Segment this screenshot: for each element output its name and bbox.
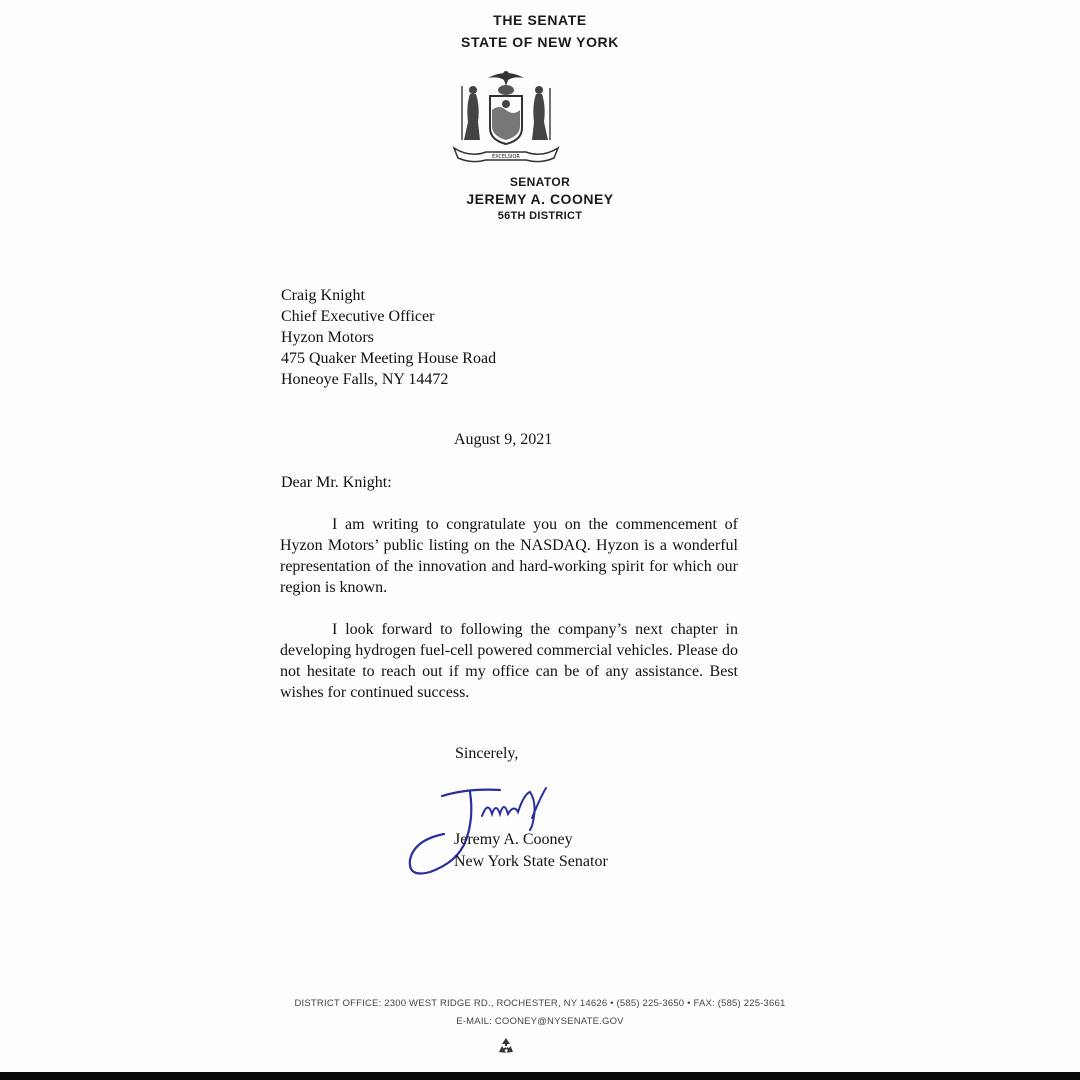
ny-state-seal-icon xyxy=(450,66,562,170)
recipient-address xyxy=(281,285,496,390)
senator-name: JEREMY A. COONEY xyxy=(466,191,614,207)
seal-motto: EXCELSIOR xyxy=(492,154,520,160)
recipient-title: Chief Executive Officer xyxy=(281,308,435,325)
letterhead-senate: THE SENATE xyxy=(493,12,587,28)
senator-district: 56TH DISTRICT xyxy=(497,210,583,222)
senator-title: SENATOR xyxy=(509,175,571,189)
bottom-border xyxy=(0,1072,1080,1080)
letter-date: August 9, 2021 xyxy=(454,431,553,448)
recycle-icon xyxy=(496,1036,516,1056)
body-paragraph-2: I look forward to following the company’s next chapter in developing hydrogen fuel-cell powered commercial vehicles. Please do not hesitate to reach out if my office can be of any assistance. Best wishes for continued success. xyxy=(280,621,738,701)
recipient-city: Honeoye Falls, NY 14472 xyxy=(281,371,449,388)
footer-office: DISTRICT OFFICE: 2300 WEST RIDGE RD., ROCHESTER, NY 14626 • (585) 225-3650 • FAX: (585) 225-3661 xyxy=(294,998,786,1009)
recipient-name: Craig Knight xyxy=(281,287,365,304)
closing: Sincerely, xyxy=(455,745,519,762)
signer-title: New York State Senator xyxy=(454,853,608,870)
recipient-street: 475 Quaker Meeting House Road xyxy=(281,350,497,367)
body-paragraph-1: I am writing to congratulate you on the commencement of Hyzon Motors’ public listing on the NASDAQ. Hyzon is a wonderful representation of the innovation and hard-working spirit for which our region is known. xyxy=(280,516,738,596)
recipient-company: Hyzon Motors xyxy=(281,329,374,346)
signer-name: Jeremy A. Cooney xyxy=(454,831,573,848)
letterhead-state: STATE OF NEW YORK xyxy=(461,34,619,50)
footer-email: E-MAIL: COONEY@NYSENATE.GOV xyxy=(456,1016,624,1027)
salutation: Dear Mr. Knight: xyxy=(281,474,392,491)
